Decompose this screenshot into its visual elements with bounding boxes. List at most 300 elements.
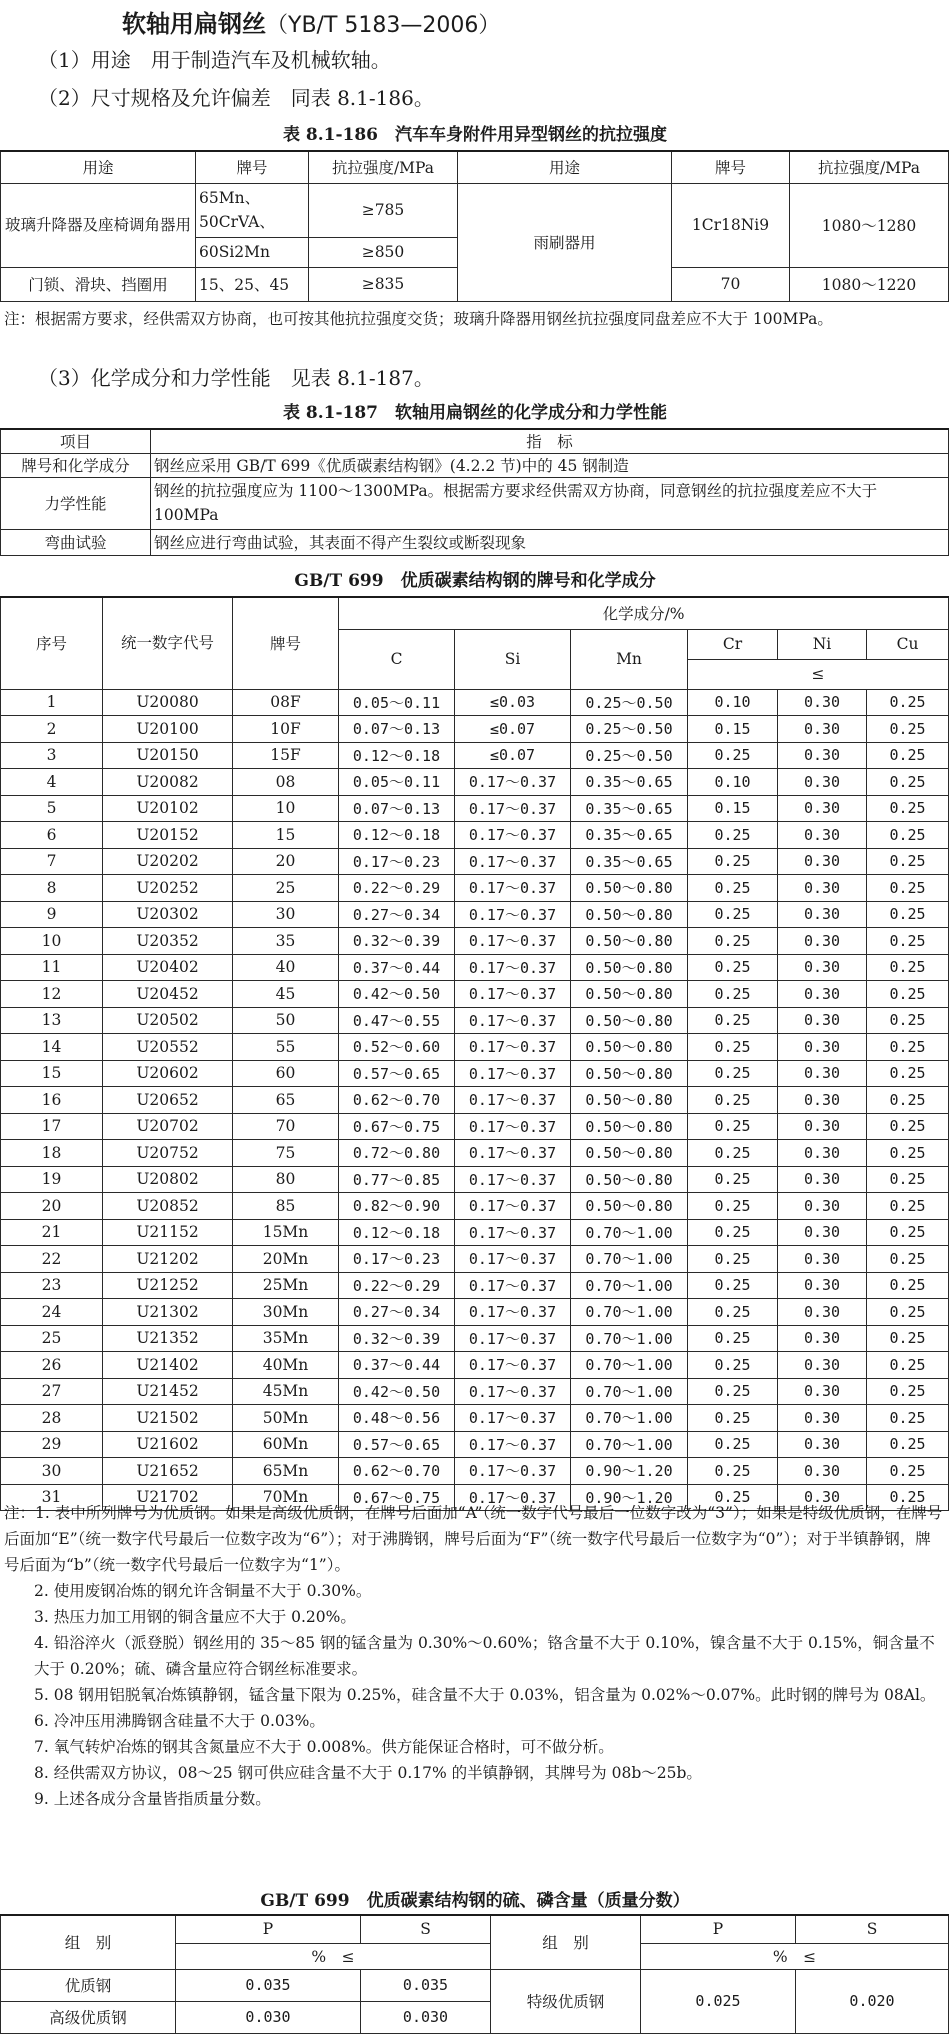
t699-grade: 55 bbox=[233, 1034, 339, 1061]
t699-si: 0.17～0.37 bbox=[455, 875, 571, 902]
t699-mn: 0.35～0.65 bbox=[571, 848, 688, 875]
t699-c: 0.67～0.75 bbox=[339, 1484, 455, 1511]
t699-code: U21702 bbox=[103, 1484, 233, 1511]
t699-cr: 0.25 bbox=[688, 1272, 778, 1299]
t699-grade: 25Mn bbox=[233, 1272, 339, 1299]
t699-si: 0.17～0.37 bbox=[455, 1272, 571, 1299]
t699-si: 0.17～0.37 bbox=[455, 1060, 571, 1087]
t186-strength-3: ≥835 bbox=[309, 267, 458, 301]
t699-grade: 65 bbox=[233, 1087, 339, 1114]
t699-row bbox=[1, 1007, 949, 1034]
title-standard: （YB/T 5183—2006） bbox=[266, 13, 501, 38]
tsp-p: 0.035 bbox=[176, 1969, 361, 2001]
tsp-group: 优质钢 bbox=[1, 1969, 176, 2001]
t699-cr: 0.25 bbox=[688, 1405, 778, 1432]
t699-c: 0.12～0.18 bbox=[339, 1219, 455, 1246]
t699-si: 0.17～0.37 bbox=[455, 1378, 571, 1405]
t699-ni: 0.30 bbox=[778, 1352, 867, 1379]
t699-no: 6 bbox=[1, 822, 103, 849]
t187-head-item: 项目 bbox=[1, 429, 151, 453]
note-item: 6. 冷冲压用沸腾钢含硅量不大于 0.03%。 bbox=[34, 1712, 325, 1730]
t699-mn: 0.50～0.80 bbox=[571, 1060, 688, 1087]
t699-no: 20 bbox=[1, 1193, 103, 1220]
t699-ni: 0.30 bbox=[778, 689, 867, 716]
t699-code: U20202 bbox=[103, 848, 233, 875]
t699-mn: 0.70～1.00 bbox=[571, 1405, 688, 1432]
t699-cr: 0.25 bbox=[688, 1484, 778, 1511]
t699-ni: 0.30 bbox=[778, 1272, 867, 1299]
tsp-s: 0.030 bbox=[361, 2001, 491, 2033]
t699-grade: 50 bbox=[233, 1007, 339, 1034]
t699-ni: 0.30 bbox=[778, 928, 867, 955]
t699-mn: 0.70～1.00 bbox=[571, 1219, 688, 1246]
t699-cr: 0.25 bbox=[688, 875, 778, 902]
t699-cu: 0.25 bbox=[867, 1325, 949, 1352]
t699-ni: 0.30 bbox=[778, 1325, 867, 1352]
t699-cr: 0.25 bbox=[688, 981, 778, 1008]
t699-no: 26 bbox=[1, 1352, 103, 1379]
t699-mn: 0.70～1.00 bbox=[571, 1352, 688, 1379]
t699-grade: 60Mn bbox=[233, 1431, 339, 1458]
t699-cr: 0.25 bbox=[688, 1166, 778, 1193]
t699-ni: 0.30 bbox=[778, 769, 867, 796]
t699-row bbox=[1, 1431, 949, 1458]
t699-row bbox=[1, 954, 949, 981]
tsp-head-p-2: P bbox=[641, 1915, 796, 1943]
t699-mn: 0.50～0.80 bbox=[571, 981, 688, 1008]
t699-c: 0.27～0.34 bbox=[339, 1299, 455, 1326]
t699-c: 0.22～0.29 bbox=[339, 875, 455, 902]
t699-ni: 0.30 bbox=[778, 1378, 867, 1405]
t699-code: U21302 bbox=[103, 1299, 233, 1326]
t699-ni: 0.30 bbox=[778, 1405, 867, 1432]
t699-code: U20152 bbox=[103, 822, 233, 849]
t186-head-grade-2: 牌号 bbox=[672, 151, 790, 183]
table-187-caption: 表 8.1-187 软轴用扁钢丝的化学成分和力学性能 bbox=[282, 403, 668, 423]
tsp-group: 高级优质钢 bbox=[1, 2001, 176, 2033]
t699-ni: 0.30 bbox=[778, 1219, 867, 1246]
t699-si: 0.17～0.37 bbox=[455, 1087, 571, 1114]
t699-grade: 85 bbox=[233, 1193, 339, 1220]
t186-wiper-strength-2: 1080～1220 bbox=[790, 267, 949, 301]
t699-mn: 0.50～0.80 bbox=[571, 1166, 688, 1193]
t699-ni: 0.30 bbox=[778, 954, 867, 981]
t699-si: 0.17～0.37 bbox=[455, 1352, 571, 1379]
t699-grade: 35 bbox=[233, 928, 339, 955]
tsp-head-group: 组 别 bbox=[1, 1915, 176, 1969]
t699-mn: 0.90～1.20 bbox=[571, 1458, 688, 1485]
note-item: 8. 经供需双方协议，08～25 钢可供应硅含量不大于 0.17% 的半镇静钢，其牌号为 08b～25b。 bbox=[34, 1764, 702, 1782]
t699-ni: 0.30 bbox=[778, 742, 867, 769]
t699-row bbox=[1, 1193, 949, 1220]
t699-cr: 0.10 bbox=[688, 689, 778, 716]
t699-cu: 0.25 bbox=[867, 1299, 949, 1326]
t699-no: 25 bbox=[1, 1325, 103, 1352]
t699-cr: 0.15 bbox=[688, 716, 778, 743]
t699-si: 0.17～0.37 bbox=[455, 1484, 571, 1511]
tsp-p-2: 0.025 bbox=[641, 1969, 796, 2033]
t187-item: 弯曲试验 bbox=[1, 529, 151, 555]
t699-mn: 0.70～1.00 bbox=[571, 1378, 688, 1405]
t699-no: 13 bbox=[1, 1007, 103, 1034]
t186-wiper-grade-1: 1Cr18Ni9 bbox=[672, 183, 790, 267]
t699-grade: 10 bbox=[233, 795, 339, 822]
t699-no: 12 bbox=[1, 981, 103, 1008]
t699-si: ≤0.03 bbox=[455, 689, 571, 716]
t699-ni: 0.30 bbox=[778, 1113, 867, 1140]
t699-mn: 0.70～1.00 bbox=[571, 1246, 688, 1273]
t699-mn: 0.50～0.80 bbox=[571, 1113, 688, 1140]
t699-no: 8 bbox=[1, 875, 103, 902]
tsp-caption: GB/T 699 优质碳素结构钢的硫、磷含量（质量分数） bbox=[260, 1891, 690, 1911]
para-chem: （3）化学成分和力学性能 见表 8.1-187。 bbox=[38, 366, 434, 390]
t699-no: 22 bbox=[1, 1246, 103, 1273]
t186-strength-2: ≥850 bbox=[309, 237, 458, 267]
t699-cr: 0.25 bbox=[688, 1246, 778, 1273]
t699-ni: 0.30 bbox=[778, 1246, 867, 1273]
t699-row bbox=[1, 822, 949, 849]
t699-cu: 0.25 bbox=[867, 1484, 949, 1511]
t699-mn: 0.50～0.80 bbox=[571, 1193, 688, 1220]
t699-si: ≤0.07 bbox=[455, 742, 571, 769]
t186-head-use-2: 用途 bbox=[458, 151, 672, 183]
intro-size: （2）尺寸规格及允许偏差 同表 8.1-186。 bbox=[38, 86, 434, 110]
t699-c: 0.22～0.29 bbox=[339, 1272, 455, 1299]
tsp-head-unit-2: % ≤ bbox=[641, 1943, 949, 1969]
t699-code: U20080 bbox=[103, 689, 233, 716]
t699-code: U21402 bbox=[103, 1352, 233, 1379]
t699-grade: 20 bbox=[233, 848, 339, 875]
t699-cu: 0.25 bbox=[867, 1007, 949, 1034]
table-186 bbox=[0, 150, 949, 302]
t699-ni: 0.30 bbox=[778, 1034, 867, 1061]
t699-cu: 0.25 bbox=[867, 769, 949, 796]
t699-row bbox=[1, 1219, 949, 1246]
t699-code: U20352 bbox=[103, 928, 233, 955]
tsp-head-unit: % ≤ bbox=[176, 1943, 491, 1969]
t699-c: 0.12～0.18 bbox=[339, 742, 455, 769]
t699-cr: 0.25 bbox=[688, 928, 778, 955]
t699-grade: 80 bbox=[233, 1166, 339, 1193]
t699-mn: 0.35～0.65 bbox=[571, 822, 688, 849]
t186-strength-1: ≥785 bbox=[309, 183, 458, 237]
t699-si: 0.17～0.37 bbox=[455, 1458, 571, 1485]
t699-grade: 08F bbox=[233, 689, 339, 716]
t699-c: 0.32～0.39 bbox=[339, 1325, 455, 1352]
t699-no: 28 bbox=[1, 1405, 103, 1432]
t699-c: 0.47～0.55 bbox=[339, 1007, 455, 1034]
t187-value: 钢丝应采用 GB/T 699《优质碳素结构钢》(4.2.2 节)中的 45 钢制造 bbox=[151, 453, 949, 477]
t699-cu: 0.25 bbox=[867, 928, 949, 955]
tsp-p: 0.030 bbox=[176, 2001, 361, 2033]
t699-code: U20102 bbox=[103, 795, 233, 822]
t699-row bbox=[1, 848, 949, 875]
t699-ni: 0.30 bbox=[778, 1193, 867, 1220]
t699-grade: 25 bbox=[233, 875, 339, 902]
t699-cu: 0.25 bbox=[867, 1193, 949, 1220]
t699-no: 7 bbox=[1, 848, 103, 875]
t699-head-code: 统一数字代号 bbox=[103, 597, 233, 689]
t699-mn: 0.50～0.80 bbox=[571, 875, 688, 902]
t699-row bbox=[1, 716, 949, 743]
t187-value: 钢丝的抗拉强度应为 1100～1300MPa。根据需方要求经供需双方协商，同意钢丝的抗拉强度差应不大于 100MPa bbox=[151, 477, 949, 529]
t699-mn: 0.70～1.00 bbox=[571, 1299, 688, 1326]
t699-si: 0.17～0.37 bbox=[455, 1246, 571, 1273]
t699-row bbox=[1, 795, 949, 822]
t699-cu: 0.25 bbox=[867, 901, 949, 928]
t699-code: U20552 bbox=[103, 1034, 233, 1061]
t699-row bbox=[1, 689, 949, 716]
t699-cu: 0.25 bbox=[867, 1140, 949, 1167]
t699-cu: 0.25 bbox=[867, 1113, 949, 1140]
t187-item: 牌号和化学成分 bbox=[1, 453, 151, 477]
t186-glass-use: 玻璃升降器及座椅调角器用 bbox=[1, 183, 196, 267]
note-item: 3. 热压力加工用钢的铜含量应不大于 0.20%。 bbox=[34, 1608, 356, 1626]
t699-cr: 0.25 bbox=[688, 901, 778, 928]
t699-code: U20452 bbox=[103, 981, 233, 1008]
t699-grade: 20Mn bbox=[233, 1246, 339, 1273]
t699-cu: 0.25 bbox=[867, 1219, 949, 1246]
t699-c: 0.32～0.39 bbox=[339, 928, 455, 955]
t699-cr: 0.15 bbox=[688, 795, 778, 822]
tsp-group-2: 特级优质钢 bbox=[491, 1969, 641, 2033]
t699-no: 9 bbox=[1, 901, 103, 928]
t699-row bbox=[1, 1405, 949, 1432]
t699-no: 11 bbox=[1, 954, 103, 981]
t699-si: 0.17～0.37 bbox=[455, 1140, 571, 1167]
t699-mn: 0.70～1.00 bbox=[571, 1325, 688, 1352]
note-item: 7. 氧气转炉冶炼的钢其含氮量应不大于 0.008%。供方能保证合格时，可不做分析。 bbox=[34, 1738, 614, 1756]
t699-grade: 70Mn bbox=[233, 1484, 339, 1511]
tsp-s-2: 0.020 bbox=[796, 1969, 949, 2033]
t699-cu: 0.25 bbox=[867, 1458, 949, 1485]
t699-row bbox=[1, 928, 949, 955]
t699-code: U21602 bbox=[103, 1431, 233, 1458]
t699-ni: 0.30 bbox=[778, 848, 867, 875]
t699-row bbox=[1, 1352, 949, 1379]
t699-ni: 0.30 bbox=[778, 822, 867, 849]
t699-mn: 0.50～0.80 bbox=[571, 901, 688, 928]
note-item: 9. 上述各成分含量皆指质量分数。 bbox=[34, 1790, 271, 1808]
t699-grade: 50Mn bbox=[233, 1405, 339, 1432]
t699-grade: 08 bbox=[233, 769, 339, 796]
t699-head-no: 序号 bbox=[1, 597, 103, 689]
t699-no: 4 bbox=[1, 769, 103, 796]
t186-grade-2: 60Si2Mn bbox=[196, 237, 309, 267]
t699-si: 0.17～0.37 bbox=[455, 1034, 571, 1061]
t699-cr: 0.25 bbox=[688, 1113, 778, 1140]
t699-si: 0.17～0.37 bbox=[455, 1431, 571, 1458]
t699-code: U20702 bbox=[103, 1113, 233, 1140]
t699-row bbox=[1, 769, 949, 796]
t699-code: U20852 bbox=[103, 1193, 233, 1220]
t699-ni: 0.30 bbox=[778, 716, 867, 743]
t699-c: 0.17～0.23 bbox=[339, 1246, 455, 1273]
t699-no: 29 bbox=[1, 1431, 103, 1458]
t699-mn: 0.50～0.80 bbox=[571, 1140, 688, 1167]
t699-grade: 10F bbox=[233, 716, 339, 743]
note-item: 5. 08 钢用铝脱氧冶炼镇静钢，锰含量下限为 0.25%，硅含量不大于 0.03%，铝含量为 0.02%～0.07%。此时钢的牌号为 08Al。 bbox=[34, 1686, 936, 1704]
t699-cu: 0.25 bbox=[867, 875, 949, 902]
t699-head-chem: 化学成分/% bbox=[339, 597, 949, 629]
t699-cr: 0.25 bbox=[688, 1325, 778, 1352]
t699-code: U20652 bbox=[103, 1087, 233, 1114]
t699-si: 0.17～0.37 bbox=[455, 769, 571, 796]
t186-wiper-strength-1: 1080～1280 bbox=[790, 183, 949, 267]
t699-cr: 0.25 bbox=[688, 1087, 778, 1114]
t699-si: 0.17～0.37 bbox=[455, 1166, 571, 1193]
t699-mn: 0.70～1.00 bbox=[571, 1431, 688, 1458]
t699-head-cr: Cr bbox=[688, 629, 778, 659]
t699-c: 0.12～0.18 bbox=[339, 822, 455, 849]
note-item: 2. 使用废钢冶炼的钢允许含铜量不大于 0.30%。 bbox=[34, 1582, 372, 1600]
t699-row bbox=[1, 1113, 949, 1140]
t699-c: 0.67～0.75 bbox=[339, 1113, 455, 1140]
t186-note: 注：根据需方要求，经供需双方协商，也可按其他抗拉强度交货；玻璃升降器用钢丝抗拉强度同盘差应不大于 100MPa。 bbox=[4, 310, 833, 328]
t699-cu: 0.25 bbox=[867, 1087, 949, 1114]
t699-c: 0.52～0.60 bbox=[339, 1034, 455, 1061]
t699-grade: 60 bbox=[233, 1060, 339, 1087]
tsp-head-p: P bbox=[176, 1915, 361, 1943]
t699-cu: 0.25 bbox=[867, 1431, 949, 1458]
t699-head-grade: 牌号 bbox=[233, 597, 339, 689]
t699-grade: 45Mn bbox=[233, 1378, 339, 1405]
t699-row bbox=[1, 1034, 949, 1061]
t699-head-ni: Ni bbox=[778, 629, 867, 659]
t699-code: U20752 bbox=[103, 1140, 233, 1167]
t699-no: 1 bbox=[1, 689, 103, 716]
t186-wiper-grade-2: 70 bbox=[672, 267, 790, 301]
t699-no: 31 bbox=[1, 1484, 103, 1511]
t699-ni: 0.30 bbox=[778, 1299, 867, 1326]
tsp-s: 0.035 bbox=[361, 1969, 491, 2001]
t699-no: 19 bbox=[1, 1166, 103, 1193]
t699-cr: 0.10 bbox=[688, 769, 778, 796]
t699-cu: 0.25 bbox=[867, 848, 949, 875]
tsp-head-group-2: 组 别 bbox=[491, 1915, 641, 1969]
t699-cr: 0.25 bbox=[688, 1352, 778, 1379]
t699-row bbox=[1, 875, 949, 902]
t699-cr: 0.25 bbox=[688, 1140, 778, 1167]
t699-ni: 0.30 bbox=[778, 1060, 867, 1087]
t699-grade: 15 bbox=[233, 822, 339, 849]
t699-cr: 0.25 bbox=[688, 1219, 778, 1246]
t699-mn: 0.70～1.00 bbox=[571, 1272, 688, 1299]
t699-head-si: Si bbox=[455, 629, 571, 689]
t699-ni: 0.30 bbox=[778, 901, 867, 928]
t699-c: 0.77～0.85 bbox=[339, 1166, 455, 1193]
tsp-head-s: S bbox=[361, 1915, 491, 1943]
t699-cu: 0.25 bbox=[867, 1272, 949, 1299]
t699-code: U20100 bbox=[103, 716, 233, 743]
t699-cu: 0.25 bbox=[867, 716, 949, 743]
t699-mn: 0.50～0.80 bbox=[571, 1087, 688, 1114]
t699-cr: 0.25 bbox=[688, 1007, 778, 1034]
t699-si: 0.17～0.37 bbox=[455, 1325, 571, 1352]
note-item: 注：1. 表中所列牌号为优质钢。如果是高级优质钢，在牌号后面加“A”（统一数字代号最后一位数字改为“3”）；如果是特级优质钢，在牌号后面加“E”（统一数字代号最后一位数字改为“6”）；对于沸腾钢，牌号后面为“F”（统一数字代号最后一位数字为“0”）；对于半镇静钢，牌号后面为“b”（统一数字代号最后一位数字为“1”）。 bbox=[4, 1504, 943, 1574]
t699-si: 0.17～0.37 bbox=[455, 1219, 571, 1246]
t699-cu: 0.25 bbox=[867, 1166, 949, 1193]
t186-grade-3: 15、25、45 bbox=[196, 267, 309, 301]
t699-c: 0.48～0.56 bbox=[339, 1405, 455, 1432]
t699-row bbox=[1, 1325, 949, 1352]
t699-grade: 45 bbox=[233, 981, 339, 1008]
t699-ni: 0.30 bbox=[778, 1166, 867, 1193]
t699-code: U20402 bbox=[103, 954, 233, 981]
t699-cu: 0.25 bbox=[867, 1034, 949, 1061]
t699-row bbox=[1, 981, 949, 1008]
t699-code: U21452 bbox=[103, 1378, 233, 1405]
t699-cr: 0.25 bbox=[688, 1378, 778, 1405]
t699-no: 17 bbox=[1, 1113, 103, 1140]
t186-head-use: 用途 bbox=[1, 151, 196, 183]
t699-no: 10 bbox=[1, 928, 103, 955]
t699-row bbox=[1, 1140, 949, 1167]
t699-c: 0.05～0.11 bbox=[339, 769, 455, 796]
t699-cu: 0.25 bbox=[867, 742, 949, 769]
t699-code: U20802 bbox=[103, 1166, 233, 1193]
t699-row bbox=[1, 901, 949, 928]
t699-cr: 0.25 bbox=[688, 742, 778, 769]
t699-c: 0.57～0.65 bbox=[339, 1431, 455, 1458]
t699-cr: 0.25 bbox=[688, 822, 778, 849]
t699-cr: 0.25 bbox=[688, 1458, 778, 1485]
t699-c: 0.37～0.44 bbox=[339, 954, 455, 981]
t187-value: 钢丝应进行弯曲试验，其表面不得产生裂纹或断裂现象 bbox=[151, 529, 949, 555]
t699-grade: 40 bbox=[233, 954, 339, 981]
t699-ni: 0.30 bbox=[778, 1140, 867, 1167]
t699-no: 30 bbox=[1, 1458, 103, 1485]
t699-grade: 75 bbox=[233, 1140, 339, 1167]
t699-c: 0.37～0.44 bbox=[339, 1352, 455, 1379]
t699-no: 24 bbox=[1, 1299, 103, 1326]
t699-table bbox=[0, 596, 949, 1511]
table-186-caption: 表 8.1-186 汽车车身附件用异型钢丝的抗拉强度 bbox=[282, 125, 668, 145]
t699-code: U21652 bbox=[103, 1458, 233, 1485]
t699-code: U21352 bbox=[103, 1325, 233, 1352]
t699-no: 21 bbox=[1, 1219, 103, 1246]
t699-cu: 0.25 bbox=[867, 689, 949, 716]
intro-usage: （1）用途 用于制造汽车及机械软轴。 bbox=[38, 48, 391, 72]
t699-no: 16 bbox=[1, 1087, 103, 1114]
t699-code: U21252 bbox=[103, 1272, 233, 1299]
t699-row bbox=[1, 1166, 949, 1193]
t699-si: 0.17～0.37 bbox=[455, 954, 571, 981]
t699-no: 23 bbox=[1, 1272, 103, 1299]
notes-block bbox=[4, 1500, 946, 1812]
t699-ni: 0.30 bbox=[778, 875, 867, 902]
t186-lock-use: 门锁、滑块、挡圈用 bbox=[1, 267, 196, 301]
t699-si: 0.17～0.37 bbox=[455, 1193, 571, 1220]
t186-head-grade: 牌号 bbox=[196, 151, 309, 183]
t699-row bbox=[1, 1246, 949, 1273]
title-main: 软轴用扁钢丝 bbox=[122, 9, 266, 38]
t699-cu: 0.25 bbox=[867, 1378, 949, 1405]
t699-code: U20150 bbox=[103, 742, 233, 769]
t699-ni: 0.30 bbox=[778, 1007, 867, 1034]
t187-item: 力学性能 bbox=[1, 477, 151, 529]
t699-mn: 0.50～0.80 bbox=[571, 928, 688, 955]
t699-head-mn: Mn bbox=[571, 629, 688, 689]
t699-mn: 0.50～0.80 bbox=[571, 1007, 688, 1034]
t699-cu: 0.25 bbox=[867, 1405, 949, 1432]
t699-grade: 70 bbox=[233, 1113, 339, 1140]
t699-c: 0.42～0.50 bbox=[339, 1378, 455, 1405]
t699-cr: 0.25 bbox=[688, 1299, 778, 1326]
t699-si: 0.17～0.37 bbox=[455, 1113, 571, 1140]
t699-code: U20502 bbox=[103, 1007, 233, 1034]
t699-si: 0.17～0.37 bbox=[455, 901, 571, 928]
